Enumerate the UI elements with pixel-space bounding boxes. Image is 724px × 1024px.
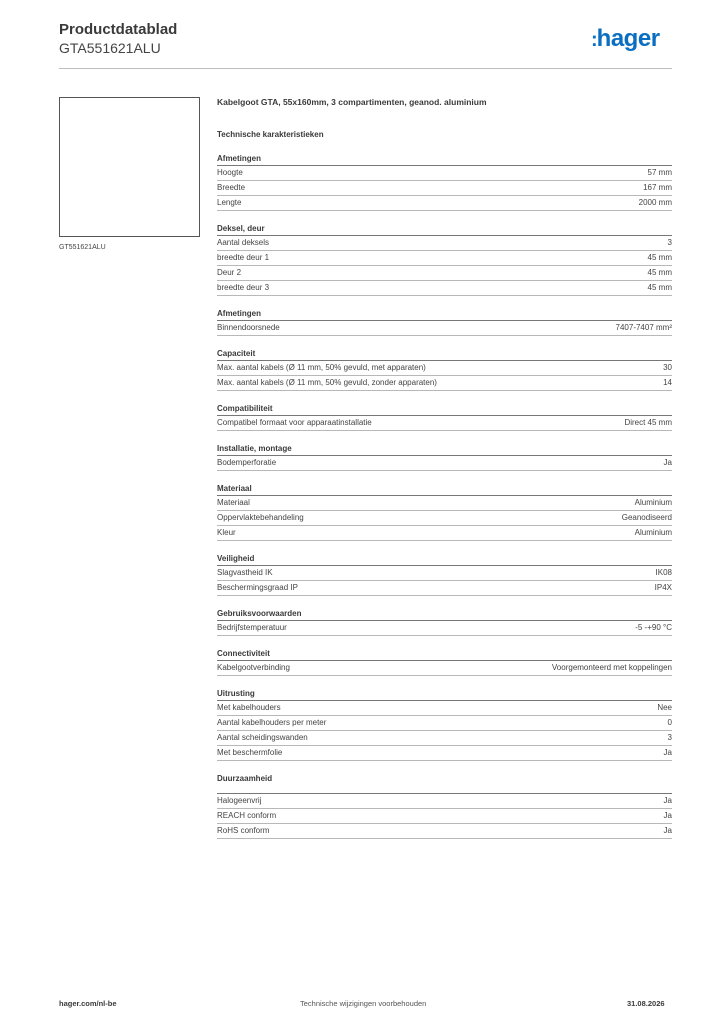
section-title: Installatie, montage <box>217 443 672 456</box>
section-rows <box>217 661 672 676</box>
spec-label: Halogeenvrij <box>217 796 262 805</box>
spec-row <box>217 581 672 596</box>
spec-label: Lengte <box>217 198 242 207</box>
section-rows <box>217 236 672 296</box>
footer-note: Technische wijzigingen voorbehouden <box>300 999 427 1008</box>
spec-label: Met kabelhouders <box>217 703 281 712</box>
spec-row <box>217 526 672 541</box>
spec-label: Max. aantal kabels (Ø 11 mm, 50% gevuld, zonder apparaten) <box>217 378 437 387</box>
spec-value: Ja <box>663 796 672 805</box>
section-rows <box>217 321 672 336</box>
section-title: Deksel, deur <box>217 223 672 236</box>
spec-label: breedte deur 3 <box>217 283 270 292</box>
spec-section <box>217 403 672 431</box>
page-title: Productdatablad <box>59 21 178 38</box>
product-image-placeholder <box>59 97 200 237</box>
section-rows <box>217 361 672 391</box>
section-title: Connectiviteit <box>217 648 672 661</box>
spec-label: Binnendoorsnede <box>217 323 280 332</box>
section-title: Afmetingen <box>217 153 672 166</box>
logo-text: hager <box>596 25 660 52</box>
spec-row <box>217 716 672 731</box>
spec-row <box>217 511 672 526</box>
spec-label: Kabelgootverbinding <box>217 663 290 672</box>
spec-row <box>217 196 672 211</box>
spec-value: 167 mm <box>643 183 672 192</box>
spec-value: Ja <box>663 748 672 757</box>
spec-content <box>217 96 672 839</box>
tech-characteristics-title: Technische karakteristieken <box>217 130 324 139</box>
spec-label: RoHS conform <box>217 826 270 835</box>
spec-row <box>217 251 672 266</box>
spec-value: Direct 45 mm <box>624 418 672 427</box>
section-title: Uitrusting <box>217 688 672 701</box>
spec-row <box>217 361 672 376</box>
spec-row <box>217 496 672 511</box>
section-rows <box>217 621 672 636</box>
spec-row <box>217 416 672 431</box>
spec-value: 2000 mm <box>638 198 672 207</box>
spec-label: Bodemperforatie <box>217 458 277 467</box>
spec-row <box>217 701 672 716</box>
image-caption: GT551621ALU <box>59 244 106 251</box>
spec-label: Oppervlaktebehandeling <box>217 513 304 522</box>
spec-section <box>217 153 672 211</box>
section-rows <box>217 456 672 471</box>
section-title: Materiaal <box>217 483 672 496</box>
spec-value: IP4X <box>654 583 672 592</box>
spec-row <box>217 794 672 809</box>
section-rows <box>217 496 672 541</box>
spec-section <box>217 443 672 471</box>
spec-label: Slagvastheid IK <box>217 568 273 577</box>
spec-value: 3 <box>667 733 672 742</box>
spec-label: Aantal kabelhouders per meter <box>217 718 327 727</box>
spec-label: Kleur <box>217 528 236 537</box>
section-title: Capaciteit <box>217 348 672 361</box>
spec-value: Aluminium <box>634 528 672 537</box>
spec-value: 3 <box>667 238 672 247</box>
spec-row <box>217 456 672 471</box>
spec-row <box>217 166 672 181</box>
spec-section <box>217 773 672 839</box>
spec-value: Geanodiseerd <box>621 513 672 522</box>
spec-row <box>217 731 672 746</box>
section-rows <box>217 793 672 839</box>
spec-row <box>217 824 672 839</box>
spec-section <box>217 223 672 296</box>
spec-value: Nee <box>657 703 672 712</box>
spec-label: Aantal scheidingswanden <box>217 733 308 742</box>
footer-date: 31.08.2026 <box>627 999 665 1008</box>
spec-row <box>217 266 672 281</box>
spec-value: 45 mm <box>647 268 672 277</box>
spec-value: 45 mm <box>647 253 672 262</box>
spec-label: Aantal deksels <box>217 238 270 247</box>
spec-value: -5 -+90 °C <box>635 623 672 632</box>
section-rows <box>217 701 672 761</box>
section-title: Afmetingen <box>217 308 672 321</box>
spec-row <box>217 181 672 196</box>
section-title: Veiligheid <box>217 553 672 566</box>
spec-row <box>217 321 672 336</box>
spec-section <box>217 483 672 541</box>
spec-value: 14 <box>663 378 672 387</box>
spec-label: Met beschermfolie <box>217 748 283 757</box>
spec-value: 0 <box>667 718 672 727</box>
spec-value: Aluminium <box>634 498 672 507</box>
spec-label: Deur 2 <box>217 268 242 277</box>
spec-label: Beschermingsgraad IP <box>217 583 298 592</box>
hager-logo <box>591 27 660 51</box>
spec-value: 7407-7407 mm² <box>615 323 672 332</box>
spec-label: Compatibel formaat voor apparaatinstallatie <box>217 418 372 427</box>
product-name: Kabelgoot GTA, 55x160mm, 3 compartimenten, geanod. aluminium <box>217 97 487 107</box>
spec-value: Ja <box>663 811 672 820</box>
spec-label: breedte deur 1 <box>217 253 270 262</box>
spec-sections <box>217 153 672 839</box>
footer-website: hager.com/nl-be <box>59 999 117 1008</box>
spec-section <box>217 688 672 761</box>
product-code: GTA551621ALU <box>59 40 161 56</box>
section-title: Duurzaamheid <box>217 774 273 783</box>
section-rows <box>217 166 672 211</box>
spec-value: 45 mm <box>647 283 672 292</box>
spec-row <box>217 566 672 581</box>
spec-row <box>217 746 672 761</box>
spec-value: Ja <box>663 826 672 835</box>
spec-value: 57 mm <box>647 168 672 177</box>
logo-mark-icon: : <box>591 29 597 51</box>
spec-label: Bedrijfstemperatuur <box>217 623 287 632</box>
spec-row <box>217 376 672 391</box>
spec-row <box>217 661 672 676</box>
spec-section <box>217 308 672 336</box>
header-divider <box>59 68 672 69</box>
spec-value: 30 <box>663 363 672 372</box>
spec-value: IK08 <box>655 568 672 577</box>
section-rows <box>217 566 672 596</box>
spec-section <box>217 553 672 596</box>
spec-row <box>217 621 672 636</box>
spec-section <box>217 608 672 636</box>
spec-section <box>217 648 672 676</box>
spec-row <box>217 281 672 296</box>
spec-section <box>217 348 672 391</box>
section-rows <box>217 416 672 431</box>
spec-label: Hoogte <box>217 168 243 177</box>
spec-label: Breedte <box>217 183 246 192</box>
spec-value: Voorgemonteerd met koppelingen <box>551 663 672 672</box>
spec-label: Max. aantal kabels (Ø 11 mm, 50% gevuld, met apparaten) <box>217 363 426 372</box>
section-title: Compatibiliteit <box>217 403 672 416</box>
section-title: Gebruiksvoorwaarden <box>217 608 672 621</box>
spec-row <box>217 236 672 251</box>
spec-label: REACH conform <box>217 811 277 820</box>
spec-value: Ja <box>663 458 672 467</box>
spec-label: Materiaal <box>217 498 250 507</box>
spec-row <box>217 809 672 824</box>
